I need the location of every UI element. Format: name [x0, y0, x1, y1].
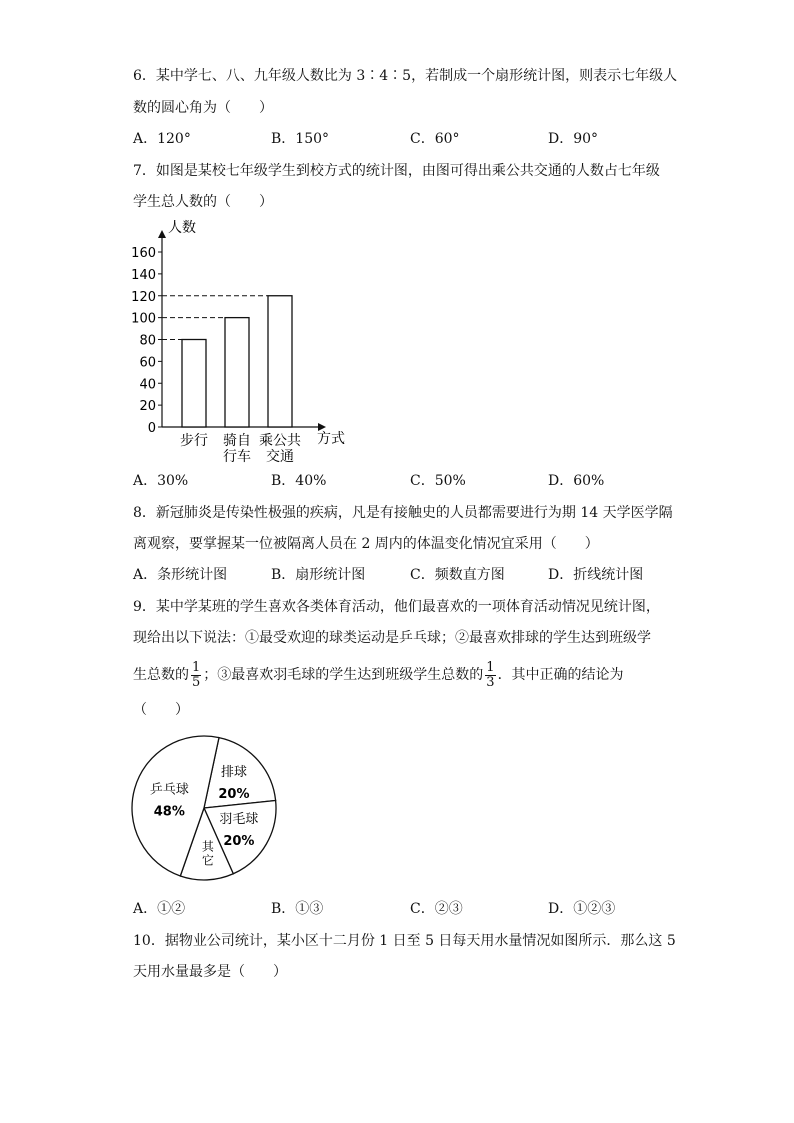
y-tick-label: 0	[147, 421, 156, 436]
bar	[225, 318, 249, 427]
fraction-one-third	[485, 661, 495, 690]
y-tick-label: 20	[139, 399, 156, 415]
pie-slice-value: 20%	[223, 834, 255, 850]
pie-slice-value: 48%	[153, 804, 185, 820]
q9-line3c: ．其中正确的结论为	[497, 667, 624, 683]
q8-option-c[interactable]: C．频数直方图	[410, 567, 505, 583]
q7-option-a[interactable]: A．30%	[133, 473, 189, 489]
fraction2-denominator: 3	[486, 674, 495, 690]
q6-option-a[interactable]: A．120°	[133, 131, 191, 147]
y-axis-arrow-icon	[158, 230, 166, 238]
y-tick-label: 120	[131, 289, 156, 305]
q9-line3a: 生总数的	[133, 667, 189, 683]
q8-line1: 8．新冠肺炎是传染性极强的疾病，凡是有接触史的人员都需要进行为期 14 天学医学隔	[133, 505, 673, 521]
pie-slice-label: 羽毛球	[219, 812, 259, 828]
y-tick-label: 140	[131, 267, 156, 283]
q9-line2: 现给出以下说法：①最受欢迎的球类运动是乒乓球；②最喜欢排球的学生达到班级学	[133, 630, 651, 646]
q6-line1: 6．某中学七、八、九年级人数比为 3∶4∶5，若制成一个扇形统计图，则表示七年级人	[133, 68, 678, 84]
q10-line1: 10．据物业公司统计，某小区十二月份 1 日至 5 日每天用水量情况如图所示．那么这 5	[133, 933, 676, 949]
y-tick-label: 40	[139, 377, 156, 393]
pie-slice-label: 其	[201, 839, 214, 854]
q7-line2: 学生总人数的（ ）	[133, 194, 273, 210]
q7-option-c[interactable]: C．50%	[410, 473, 466, 489]
bar	[268, 296, 292, 427]
bar-chart	[118, 212, 358, 470]
q6-options	[133, 130, 673, 148]
fraction-one-fifth	[191, 661, 201, 690]
q7-option-b[interactable]: B．40%	[271, 473, 327, 489]
y-tick-label: 80	[139, 333, 156, 349]
q6-option-b[interactable]: B．150°	[271, 131, 330, 147]
pie-slice-value: 20%	[218, 787, 250, 803]
q8-option-d[interactable]: D．折线统计图	[548, 567, 644, 583]
q9-line4: （ ）	[133, 702, 189, 718]
q9-option-b[interactable]: B．①③	[271, 901, 324, 917]
y-tick-label: 160	[131, 246, 156, 261]
q9-option-c[interactable]: C．②③	[410, 901, 463, 917]
fraction2-numerator: 1	[486, 659, 495, 675]
q6-option-c[interactable]: C．60°	[410, 131, 460, 147]
fraction1-denominator: 5	[192, 674, 201, 690]
q7-option-d[interactable]: D．60%	[548, 473, 605, 489]
q8-line2: 离观察，要掌握某一位被隔离人员在 2 周内的体温变化情况宜采用（ ）	[133, 536, 599, 552]
q8-option-a[interactable]: A．条形统计图	[133, 567, 228, 583]
x-tick-label: 骑自行车	[223, 433, 251, 465]
fraction1-numerator: 1	[192, 659, 201, 675]
q10-line2: 天用水量最多是（ ）	[133, 964, 287, 980]
y-tick-label: 60	[139, 355, 156, 371]
q9-line3	[133, 655, 624, 695]
q8-options	[133, 566, 673, 584]
x-axis-arrow-icon	[318, 423, 326, 431]
q6-option-d[interactable]: D．90°	[548, 131, 599, 147]
pie-slice-label: 它	[201, 853, 214, 868]
x-tick-label: 步行	[180, 433, 208, 449]
q9-line3b: ；③最喜欢羽毛球的学生达到班级学生总数的	[203, 667, 484, 683]
x-tick-label: 乘公共交通	[259, 433, 301, 465]
x-axis-label: 方式	[317, 431, 345, 447]
pie-slice-label: 乒乓球	[149, 782, 189, 798]
pie-slice-label: 排球	[220, 765, 247, 781]
q7-options	[133, 472, 673, 490]
bar	[182, 340, 206, 428]
y-tick-label: 100	[131, 311, 156, 327]
y-axis-label: 人数	[168, 220, 196, 236]
pie-chart	[128, 728, 280, 888]
q9-options	[133, 900, 673, 918]
q9-option-a[interactable]: A．①②	[133, 901, 186, 917]
q8-option-b[interactable]: B．扇形统计图	[271, 567, 366, 583]
q7-line1: 7．如图是某校七年级学生到校方式的统计图，由图可得出乘公共交通的人数占七年级	[133, 163, 660, 179]
q6-line2: 数的圆心角为（ ）	[133, 100, 273, 116]
q9-option-d[interactable]: D．①②③	[548, 901, 616, 917]
q9-line1: 9．某中学某班的学生喜欢各类体育活动，他们最喜欢的一项体育活动情况见统计图，	[133, 599, 660, 615]
